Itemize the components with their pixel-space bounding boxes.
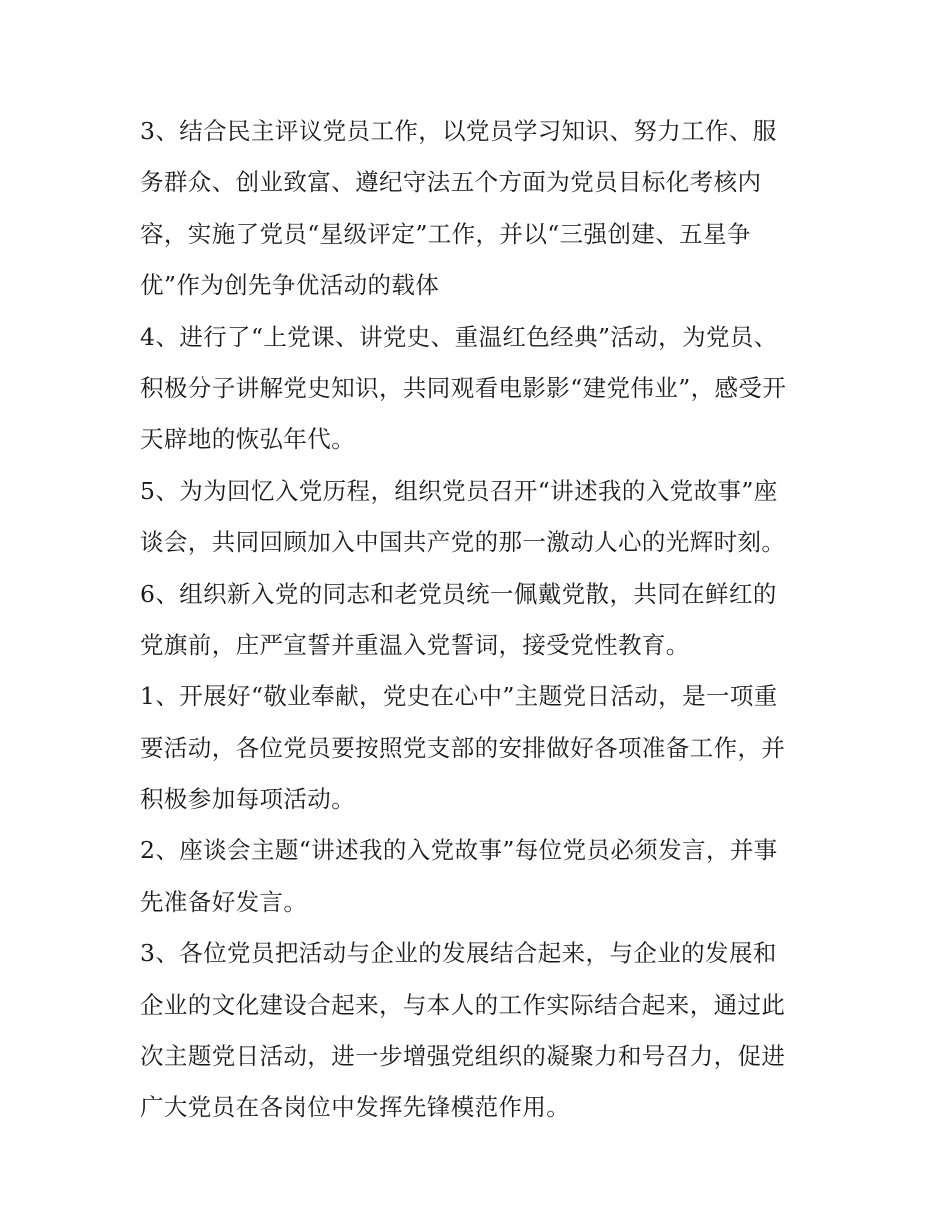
- text-line: 积极分子讲解党史知识，共同观看电影影“建党伟业”，感受开: [140, 373, 787, 402]
- text-line: 3、结合民主评议党员工作，以党员学习知识、努力工作、服: [140, 117, 777, 145]
- text-line: 积极参加每项活动。: [140, 785, 356, 814]
- text-line: 先准备好发言。: [140, 887, 308, 916]
- text-line: 1、开展好“敬业奉献，党史在心中”主题党日活动，是一项重: [140, 682, 778, 711]
- text-line: 谈会，共同回顾加入中国共产党的那一激动人心的光辉时刻。: [140, 528, 786, 557]
- text-line: 广大党员在各岗位中发挥先锋模范作用。: [140, 1093, 571, 1122]
- text-line: 容，实施了党员“星级评定”工作，并以“三强创建、五星争: [140, 219, 751, 248]
- text-line: 5、为为回忆入党历程，组织党员召开“讲述我的入党故事”座: [140, 476, 778, 505]
- document-body: [140, 106, 820, 1134]
- text-line: 3、各位党员把活动与企业的发展结合起来，与企业的发展和: [140, 939, 777, 968]
- text-line: 务群众、创业致富、遵纪守法五个方面为党员目标化考核内: [140, 168, 762, 197]
- text-line: 优”作为创先争优活动的载体: [140, 271, 440, 300]
- text-line: 企业的文化建设合起来，与本人的工作实际结合起来，通过此: [140, 990, 786, 1019]
- text-line: 6、组织新入党的同志和老党员统一佩戴党散，共同在鲜红的: [140, 579, 777, 608]
- text-line: 4、进行了“上党课、讲党史、重温红色经典”活动，为党员、: [140, 322, 778, 351]
- text-line: 天辟地的恢弘年代。: [140, 425, 356, 454]
- text-line: 2、座谈会主题“讲述我的入党故事”每位党员必须发言，并事: [140, 836, 778, 865]
- text-line: 党旗前，庄严宣誓并重温入党誓词，接受党性教育。: [140, 630, 690, 659]
- text-line: 要活动，各位党员要按照党支部的安排做好各项准备工作，并: [140, 733, 786, 762]
- text-line: 次主题党日活动，进一步增强党组织的凝聚力和号召力，促进: [140, 1042, 786, 1071]
